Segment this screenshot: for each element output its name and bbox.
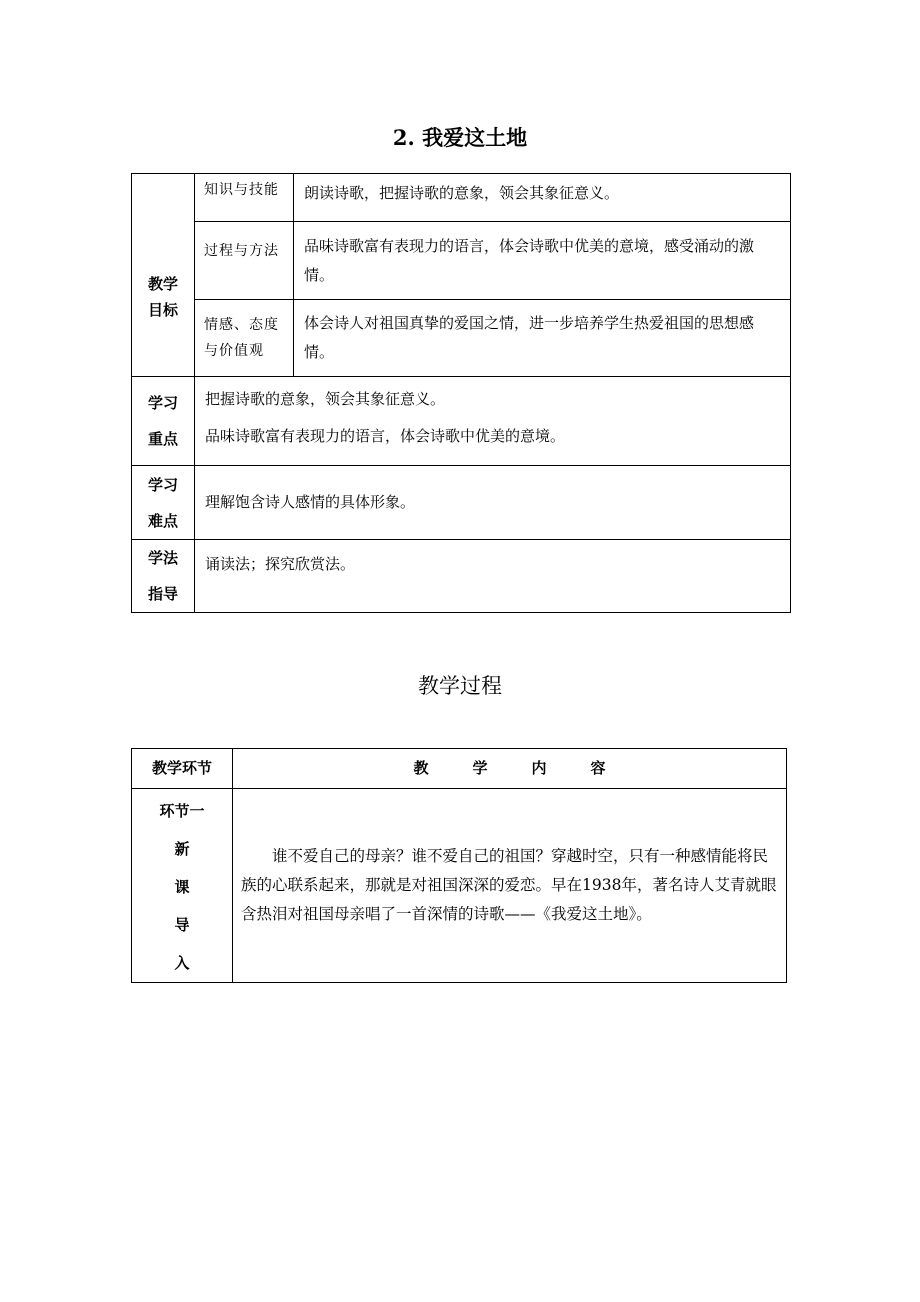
stage-label: 环节一 [159, 802, 205, 820]
goal-category-process: 过程与方法 [195, 222, 294, 300]
key-points-content [195, 377, 791, 466]
intro-content: 谁不爱自己的母亲？谁不爱自己的祖国？穿越时空，只有一种感情能将民族的心联系起来，那就是对祖国深深的爱恋。早在1938年，著名诗人艾青就眼含热泪对祖国母亲唱了一首深情的诗歌——《我爱这土地》。 [233, 789, 787, 983]
key-point-2: 品味诗歌富有表现力的语言，体会诗歌中优美的意境。 [205, 427, 566, 445]
process-title: 教学过程 [418, 674, 502, 698]
goal-category-emotion: 情感、态度与价值观 [195, 300, 294, 377]
key-point-1: 把握诗歌的意象，领会其象征意义。 [205, 390, 446, 408]
difficulties-content: 理解饱含诗人感情的具体形象。 [195, 466, 791, 540]
methods-label: 学法 指导 [132, 540, 195, 613]
key-points-label: 学习 重点 [132, 377, 195, 466]
page-title: 2. 我爱这土地 [392, 125, 528, 150]
methods-content: 诵读法；探究欣赏法。 [195, 540, 791, 613]
teaching-process-table [131, 748, 787, 983]
goal-content-knowledge: 朗读诗歌，把握诗歌的意象，领会其象征意义。 [294, 174, 791, 222]
goal-content-process: 品味诗歌富有表现力的语言，体会诗歌中优美的意境，感受涌动的激情。 [294, 222, 791, 300]
goal-content-emotion: 体会诗人对祖国真挚的爱国之情，进一步培养学生热爱祖国的思想感情。 [294, 300, 791, 377]
teaching-goals-table [131, 173, 791, 613]
col-header-stage: 教学环节 [132, 749, 233, 789]
goal-category-knowledge: 知识与技能 [195, 174, 294, 222]
goals-label: 教学目标 [132, 174, 195, 377]
col-header-content: 教 学 内 容 [233, 749, 787, 789]
stage-cell: 环节一 新 课 导 入 [132, 789, 233, 983]
difficulties-label: 学习 难点 [132, 466, 195, 540]
